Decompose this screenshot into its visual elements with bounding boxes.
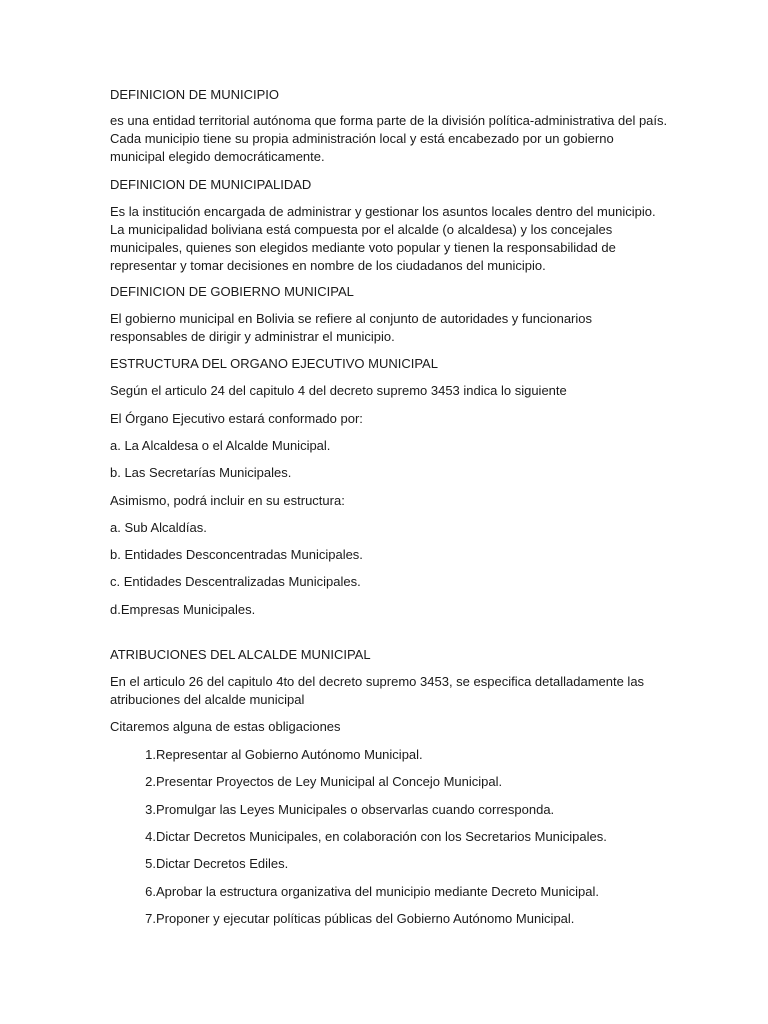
item-text: Presentar Proyectos de Ley Municipal al Concejo Municipal. — [156, 774, 503, 789]
item-number: 5. — [145, 856, 156, 871]
item-text: Dictar Decretos Ediles. — [156, 856, 289, 871]
numbered-item — [132, 828, 652, 846]
numbered-item — [132, 910, 652, 928]
item-number: 2. — [145, 774, 156, 789]
heading-municipalidad: DEFINICION DE MUNICIPALIDAD — [110, 177, 312, 192]
heading-gobierno: DEFINICION DE GOBIERNO MUNICIPAL — [110, 284, 354, 299]
numbered-item — [132, 801, 652, 819]
paragraph-municipio: es una entidad territorial autónoma que forma parte de la división política-administrativa del país. Cada municipio tiene su propia administración local y está encabezado por un gobierno municipal elegido democráticamente. — [110, 113, 668, 164]
item-number: 1. — [145, 747, 156, 762]
paragraph-municipalidad: Es la institución encargada de administrar y gestionar los asuntos locales dentro del municipio. La municipalidad boliviana está compuesta por el alcalde (o alcaldesa) y los concejales municipales, quienes son elegidos mediante voto popular y tienen la responsabilidad de representar y tomar decisiones en nombre de los ciudadanos del municipio. — [110, 204, 656, 273]
paragraph-citaremos: Citaremos alguna de estas obligaciones — [110, 719, 341, 734]
heading-municipio: DEFINICION DE MUNICIPIO — [110, 87, 280, 102]
item-number: 7. — [145, 911, 156, 926]
item-text: Aprobar la estructura organizativa del municipio mediante Decreto Municipal. — [156, 884, 599, 899]
item-number: 3. — [145, 802, 156, 817]
list-item: a. Sub Alcaldías. — [110, 520, 207, 535]
numbered-item — [132, 746, 652, 764]
paragraph-organo: El Órgano Ejecutivo estará conformado por: — [110, 411, 363, 426]
heading-atribuciones: ATRIBUCIONES DEL ALCALDE MUNICIPAL — [110, 647, 371, 662]
item-text: Representar al Gobierno Autónomo Municipal. — [156, 747, 423, 762]
heading-estructura: ESTRUCTURA DEL ORGANO EJECUTIVO MUNICIPAL — [110, 356, 438, 371]
numbered-item — [132, 883, 652, 901]
item-text: Proponer y ejecutar políticas públicas del Gobierno Autónomo Municipal. — [156, 911, 575, 926]
item-text: Promulgar las Leyes Municipales o observarlas cuando corresponda. — [156, 802, 555, 817]
paragraph-gobierno: El gobierno municipal en Bolivia se refiere al conjunto de autoridades y funcionarios responsables de dirigir y administrar el municipio. — [110, 311, 593, 344]
paragraph-articulo-26: En el articulo 26 del capitulo 4to del decreto supremo 3453, se especifica detalladamente las atribuciones del alcalde municipal — [110, 674, 645, 707]
paragraph-articulo-24: Según el articulo 24 del capitulo 4 del decreto supremo 3453 indica lo siguiente — [110, 383, 567, 398]
paragraph-asimismo: Asimismo, podrá incluir en su estructura: — [110, 493, 345, 508]
list-item: d.Empresas Municipales. — [110, 602, 256, 617]
list-item: a. La Alcaldesa o el Alcalde Municipal. — [110, 438, 331, 453]
item-number: 4. — [145, 829, 156, 844]
item-number: 6. — [145, 884, 156, 899]
numbered-item — [132, 773, 652, 791]
numbered-item — [132, 855, 652, 873]
list-item: b. Entidades Desconcentradas Municipales. — [110, 547, 363, 562]
list-item: c. Entidades Descentralizadas Municipales. — [110, 574, 361, 589]
item-text: Dictar Decretos Municipales, en colaboración con los Secretarios Municipales. — [156, 829, 607, 844]
list-item: b. Las Secretarías Municipales. — [110, 465, 292, 480]
